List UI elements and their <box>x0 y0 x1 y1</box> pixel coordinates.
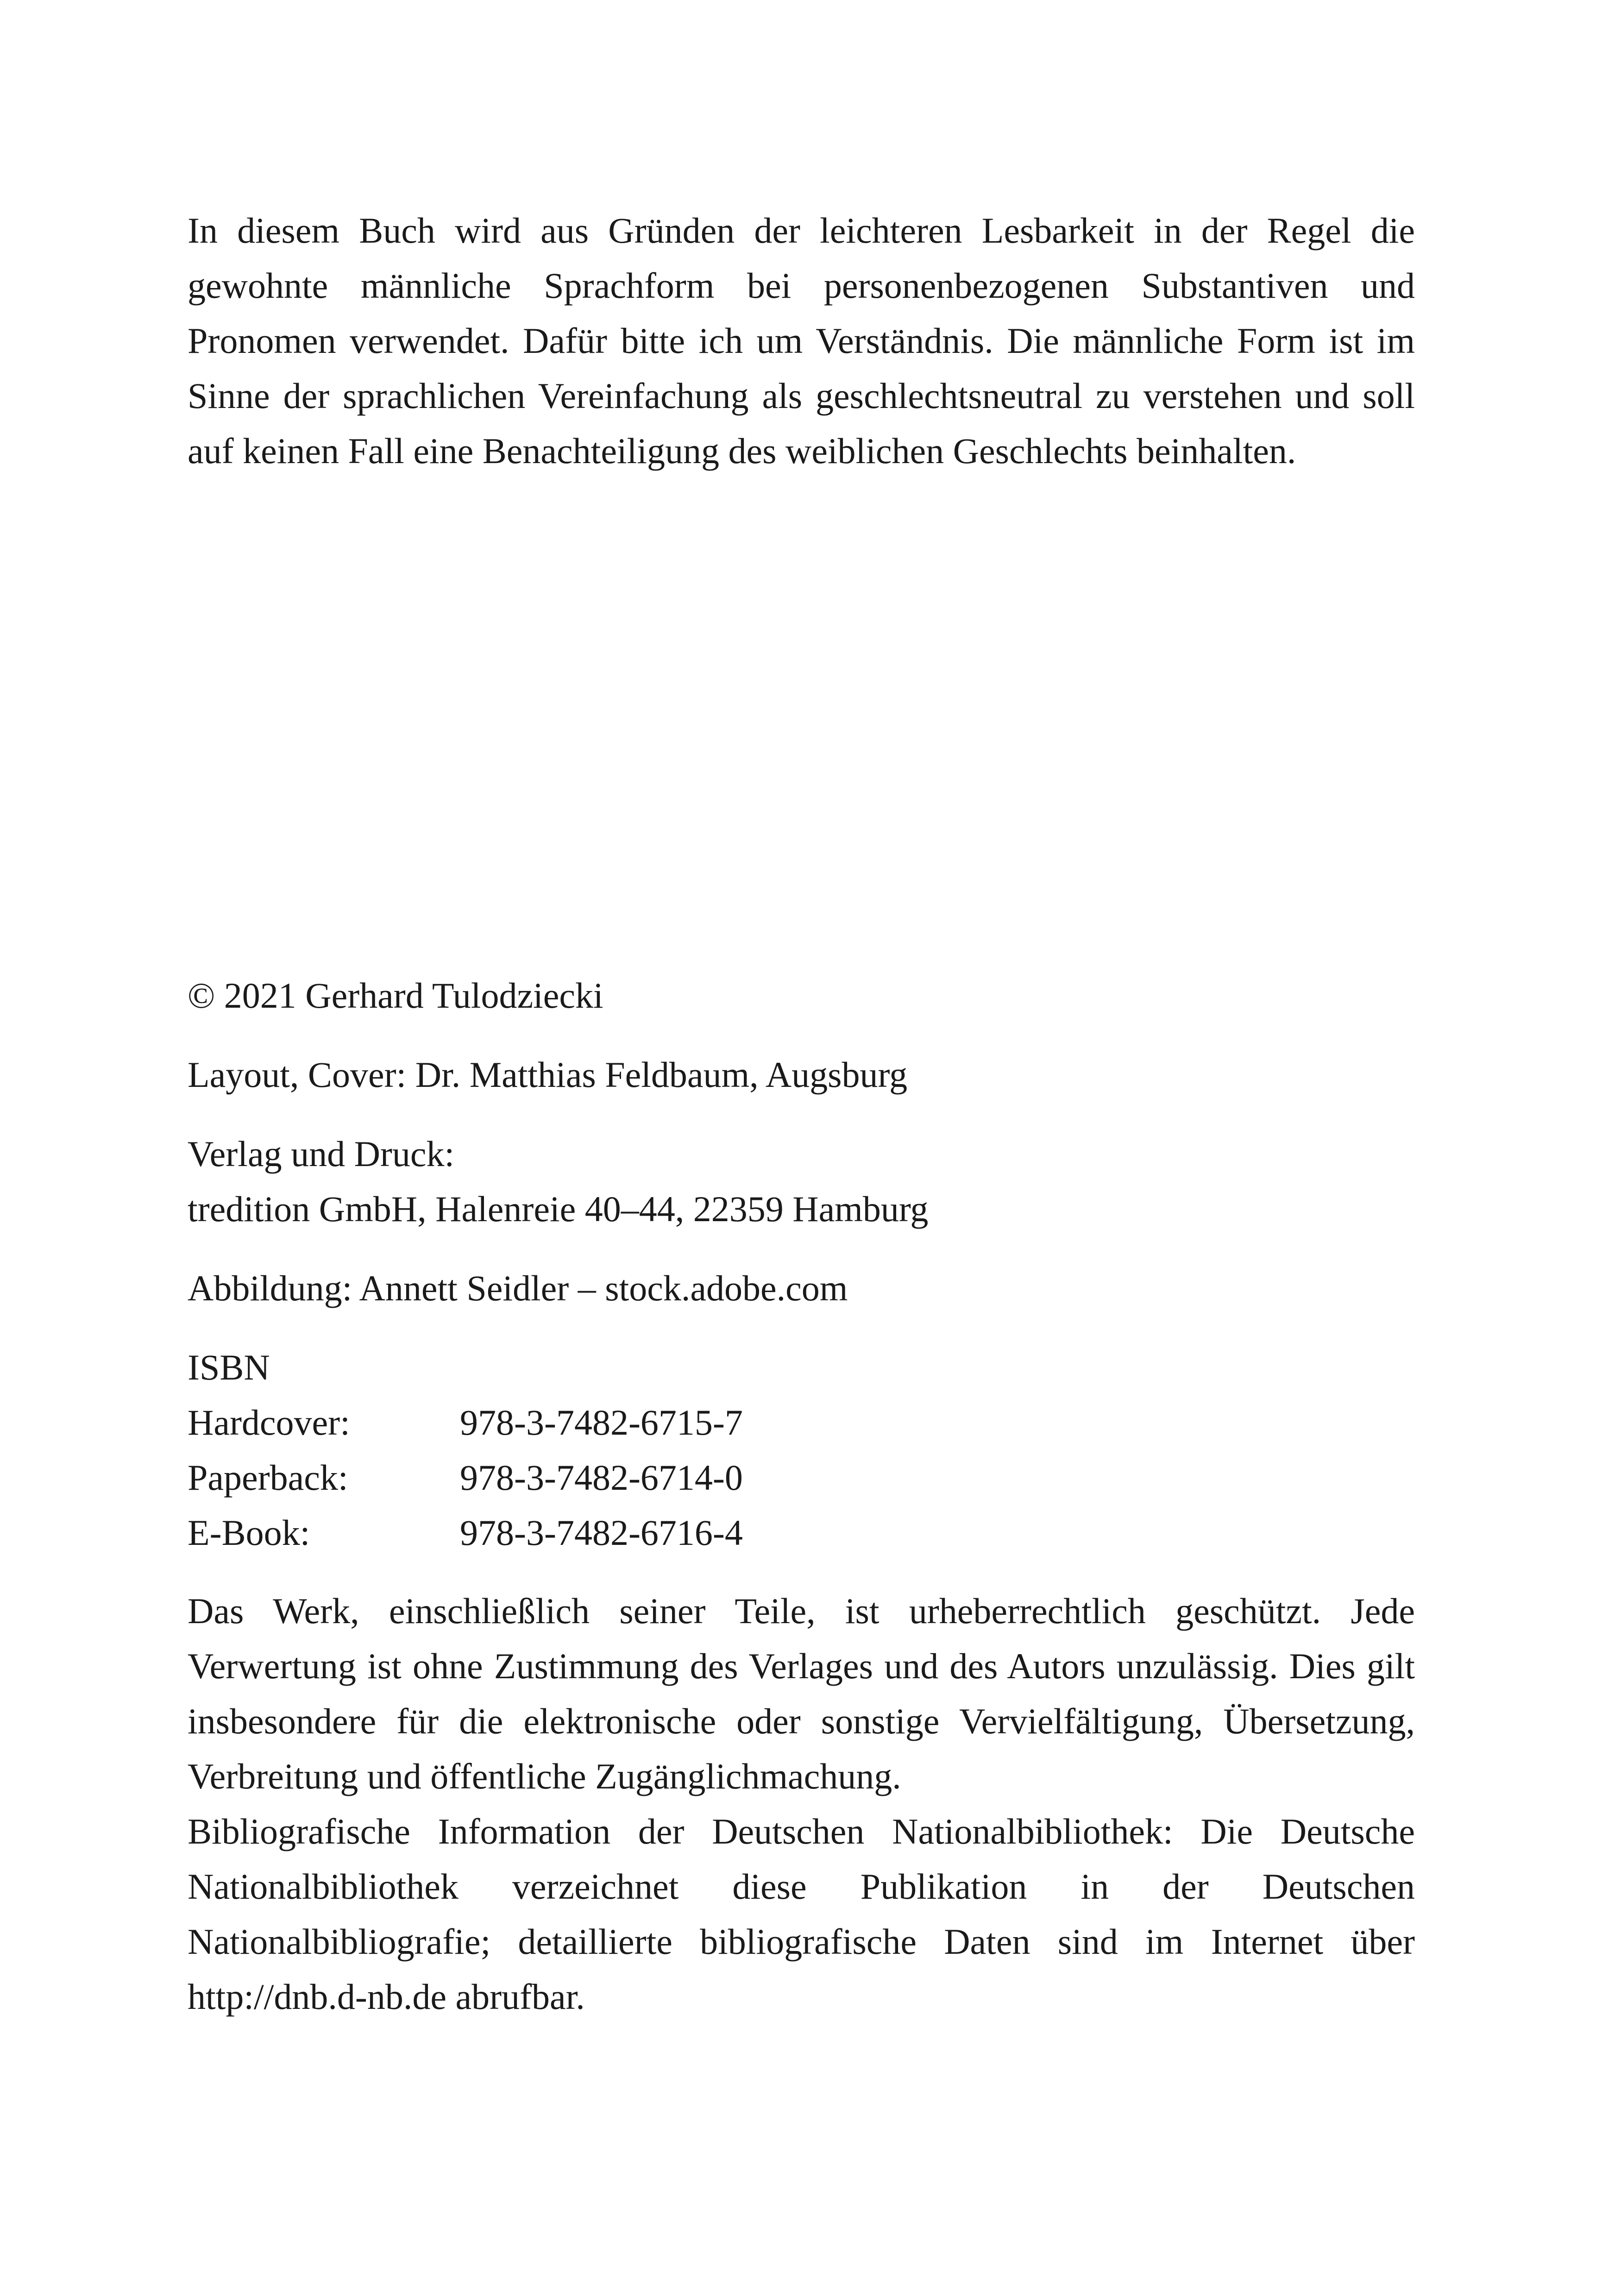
gender-language-notice <box>188 203 1415 478</box>
imprint-section <box>188 968 1415 2024</box>
isbn-label: E-Book: <box>188 1512 310 1553</box>
publisher-label: Verlag und Druck: <box>188 1134 455 1174</box>
isbn-number: 978-3-7482-6714-0 <box>460 1457 743 1498</box>
isbn-label: Hardcover: <box>188 1402 350 1443</box>
copyright-line: © 2021 Gerhard Tulodziecki <box>188 975 603 1016</box>
notice-paragraph: In diesem Buch wird aus Gründen der leichteren Lesbarkeit in der Regel die gewohnte männliche Sprachform bei personenbezogenen Substantiven und Pronomen verwendet. Dafür bitte ich um Verständnis. Die männliche Form ist im Sinne der sprachlichen Vereinfachung als geschlechtsneutral zu verstehen und soll auf keinen Fall eine Benachteiligung des weiblichen Geschlechts beinhalten. <box>188 210 1415 471</box>
bibliographic-info-paragraph: Bibliografische Information der Deutschen Nationalbibliothek: Die Deutsche Nationalbibliothek verzeichnet diese Publikation in der Deutschen Nationalbibliografie; detaillierte bibliografische Daten sind im Internet über http://dnb.d-nb.de abrufbar. <box>188 1811 1415 2017</box>
isbn-block <box>188 1340 1415 1560</box>
isbn-number: 978-3-7482-6715-7 <box>460 1402 743 1443</box>
illustration-credit: Abbildung: Annett Seidler – stock.adobe.com <box>188 1268 848 1308</box>
isbn-number: 978-3-7482-6716-4 <box>460 1512 743 1553</box>
isbn-row-ebook <box>188 1505 1415 1560</box>
isbn-heading: ISBN <box>188 1347 270 1387</box>
copyright-rights-paragraph: Das Werk, einschließlich seiner Teile, ist urheberrechtlich geschützt. Jede Verwertung ist ohne Zustimmung des Verlages und des Autors unzulässig. Dies gilt insbesondere für die elektronische oder sonstige Vervielfältigung, Übersetzung, Verbreitung und öffentliche Zugänglichmachung. <box>188 1591 1415 1796</box>
isbn-row-hardcover <box>188 1395 1415 1450</box>
layout-cover-credit: Layout, Cover: Dr. Matthias Feldbaum, Augsburg <box>188 1054 908 1095</box>
publisher-block <box>188 1126 1415 1236</box>
isbn-row-paperback <box>188 1450 1415 1505</box>
publisher-address: tredition GmbH, Halenreie 40–44, 22359 Hamburg <box>188 1189 929 1229</box>
isbn-label: Paperback: <box>188 1457 348 1498</box>
